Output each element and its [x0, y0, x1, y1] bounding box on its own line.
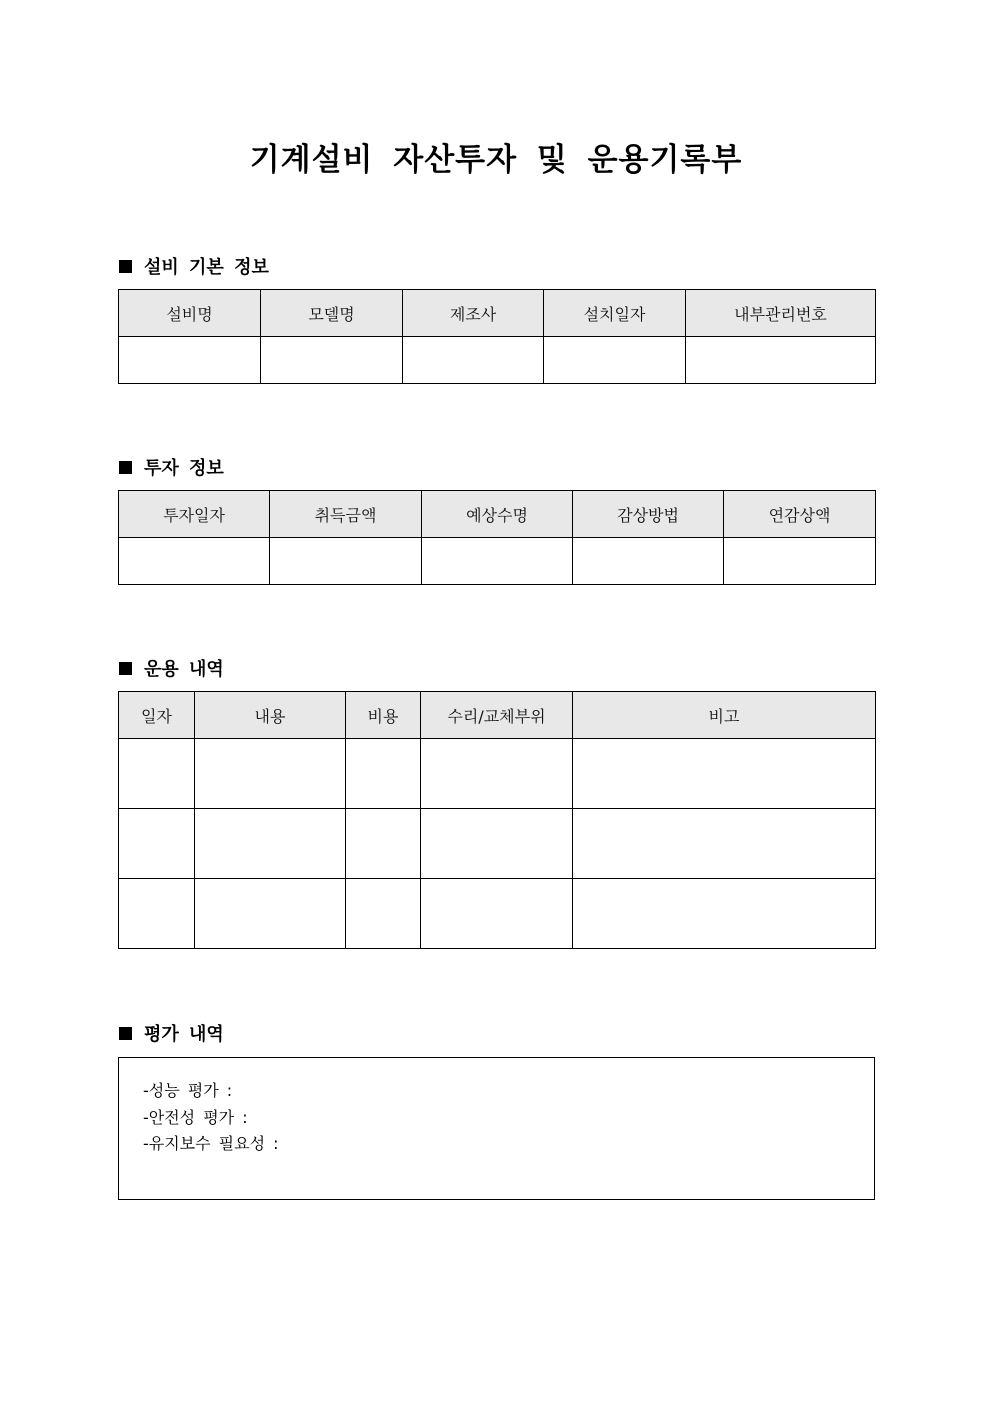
section-heading-text: 설비 기본 정보 — [144, 257, 269, 278]
column-header: 설치일자 — [544, 290, 686, 337]
section-heading-text: 투자 정보 — [144, 458, 224, 479]
column-header: 감상방법 — [573, 491, 724, 538]
table-cell[interactable] — [195, 809, 346, 879]
table-cell[interactable] — [119, 538, 270, 585]
section-heading-operations — [119, 655, 224, 681]
table-cell[interactable] — [119, 337, 261, 384]
table-header-row — [119, 491, 876, 538]
table-cell[interactable] — [573, 879, 876, 949]
table-cell[interactable] — [544, 337, 686, 384]
table-row — [119, 879, 876, 949]
basic-info-table — [118, 289, 876, 384]
evaluation-line-safety: -안전성 평가 : — [143, 1107, 248, 1127]
table-cell[interactable] — [119, 739, 195, 809]
table-cell[interactable] — [270, 538, 422, 585]
column-header: 예상수명 — [422, 491, 573, 538]
table-cell[interactable] — [346, 739, 421, 809]
square-bullet-icon — [119, 260, 132, 273]
table-header-row — [119, 290, 876, 337]
table-row — [119, 739, 876, 809]
square-bullet-icon — [119, 461, 132, 474]
section-heading-text: 운용 내역 — [144, 659, 224, 680]
evaluation-box[interactable] — [118, 1057, 875, 1200]
table-cell[interactable] — [403, 337, 544, 384]
column-header: 연감상액 — [724, 491, 876, 538]
document-title: 기계설비 자산투자 및 운용기록부 — [249, 142, 743, 178]
table-header-row — [119, 692, 876, 739]
table-cell[interactable] — [195, 879, 346, 949]
table-cell[interactable] — [421, 739, 573, 809]
table-cell[interactable] — [261, 337, 403, 384]
table-cell[interactable] — [422, 538, 573, 585]
table-cell[interactable] — [119, 879, 195, 949]
table-cell[interactable] — [573, 739, 876, 809]
table-cell[interactable] — [724, 538, 876, 585]
column-header: 수리/교체부위 — [421, 692, 573, 739]
column-header: 취득금액 — [270, 491, 422, 538]
square-bullet-icon — [119, 1027, 132, 1040]
table-cell[interactable] — [421, 879, 573, 949]
column-header: 모델명 — [261, 290, 403, 337]
column-header: 투자일자 — [119, 491, 270, 538]
table-cell[interactable] — [346, 809, 421, 879]
table-cell[interactable] — [119, 809, 195, 879]
section-heading-basic-info — [119, 253, 269, 279]
investment-table — [118, 490, 876, 585]
table-cell[interactable] — [346, 879, 421, 949]
table-cell[interactable] — [573, 538, 724, 585]
table-row — [119, 337, 876, 384]
column-header: 제조사 — [403, 290, 544, 337]
section-heading-evaluation — [119, 1020, 224, 1046]
evaluation-lines — [143, 1078, 279, 1158]
table-cell[interactable] — [686, 337, 876, 384]
table-cell[interactable] — [573, 809, 876, 879]
table-cell[interactable] — [421, 809, 573, 879]
operations-table — [118, 691, 876, 949]
square-bullet-icon — [119, 662, 132, 675]
column-header: 내용 — [195, 692, 346, 739]
column-header: 내부관리번호 — [686, 290, 876, 337]
table-row — [119, 538, 876, 585]
section-heading-text: 평가 내역 — [144, 1024, 224, 1045]
table-row — [119, 809, 876, 879]
column-header: 비고 — [573, 692, 876, 739]
table-cell[interactable] — [195, 739, 346, 809]
column-header: 일자 — [119, 692, 195, 739]
column-header: 설비명 — [119, 290, 261, 337]
evaluation-line-performance: -성능 평가 : — [143, 1081, 233, 1100]
section-heading-investment — [119, 454, 224, 480]
evaluation-line-maintenance: -유지보수 필요성 : — [143, 1134, 279, 1153]
column-header: 비용 — [346, 692, 421, 739]
